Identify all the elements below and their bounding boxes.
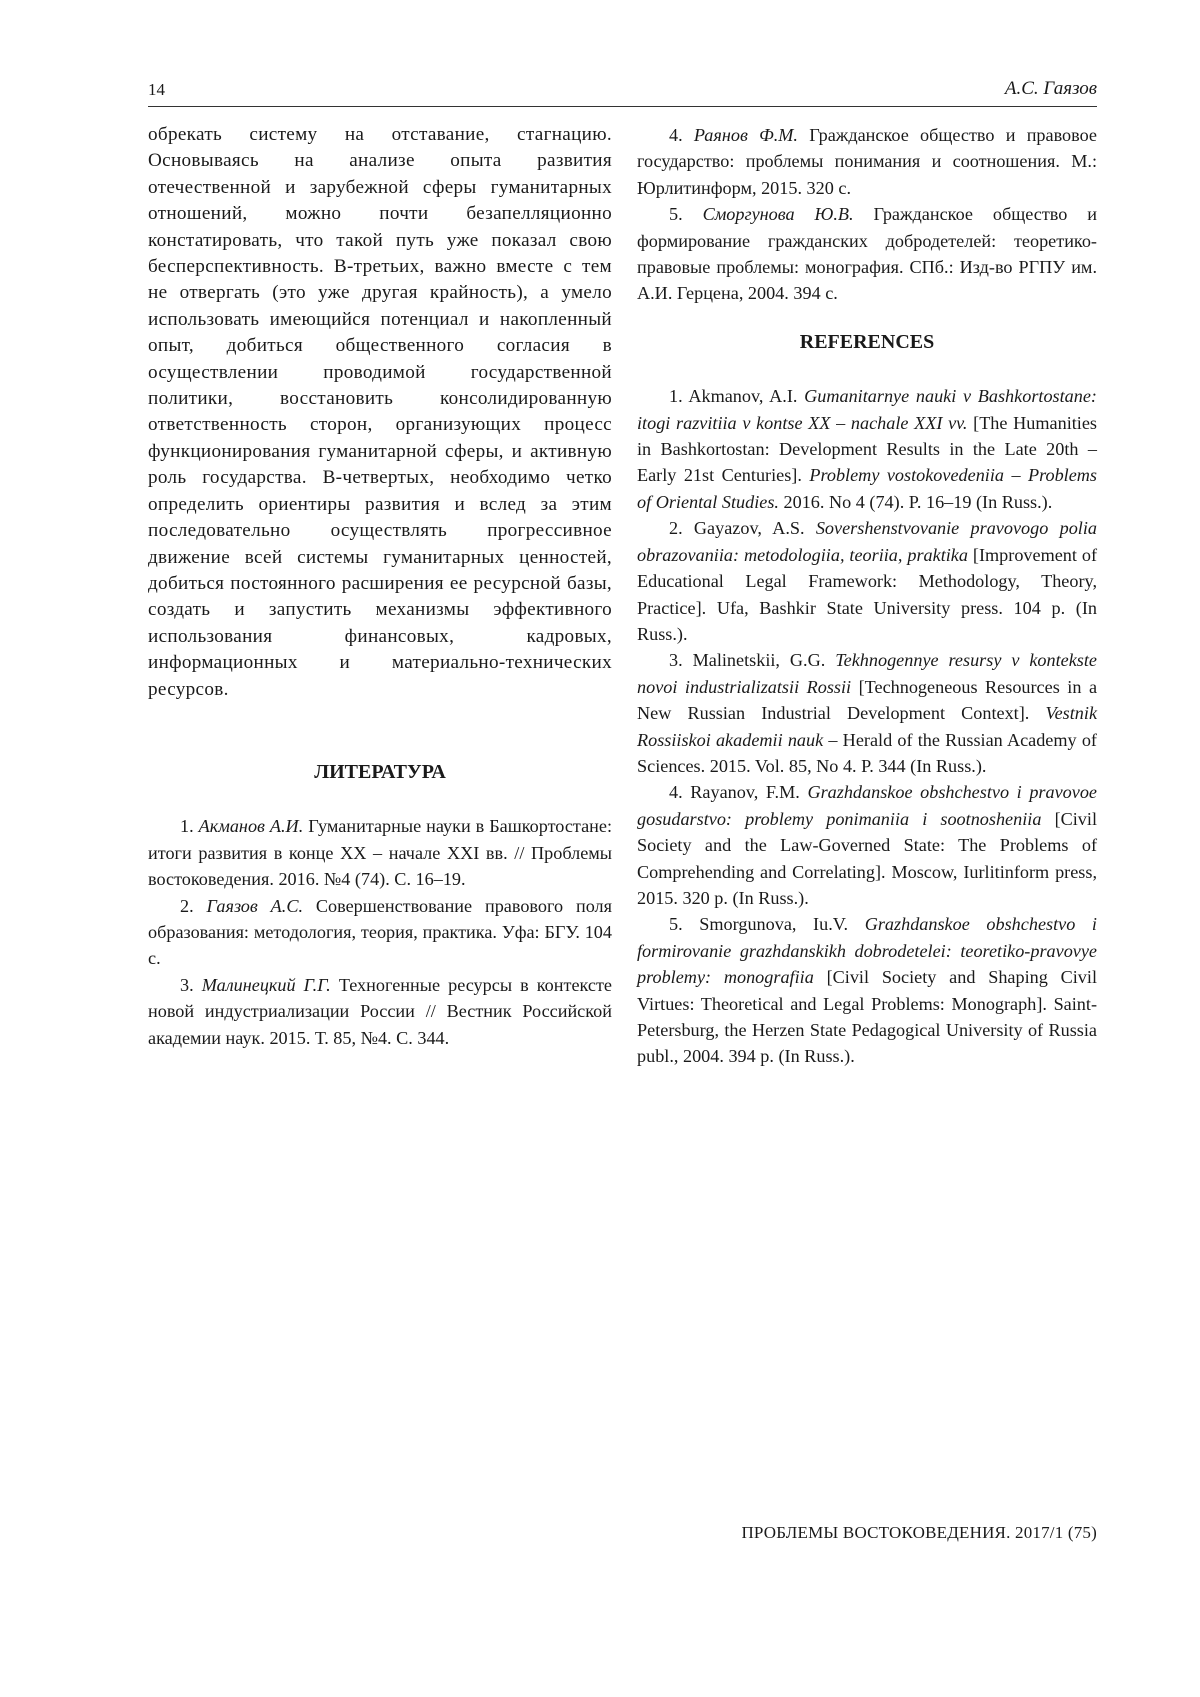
reference-translation: [Civil Society and the Law-Governed State: The Problems of Comprehending and Correlating]. <box>637 808 1098 882</box>
reference-number: 3. <box>669 650 683 671</box>
reference-tail: – Herald of the Russian Academy of Sciences. 2015. Vol. 85, No 4. P. 344 (In Russ.). <box>637 729 1097 776</box>
reference-number: 4. <box>669 782 683 803</box>
reference-text: Гражданское общество и формирование гражданских добродетелей: теоретико-правовые проблемы: монография. СПб.: Изд-во РГПУ им. А.И. Герцена, 2004. 394 с. <box>637 204 1097 304</box>
reference-number: 1. <box>180 816 194 837</box>
reference-author: Akmanov, A.I. <box>688 386 798 407</box>
references-heading: REFERENCES <box>799 330 935 353</box>
english-reference-item <box>637 383 1097 515</box>
reference-translation: [Civil Society and Shaping Civil Virtues: Theoretical and Legal Problems: Monograph]. <box>637 967 1097 1014</box>
reference-number: 4. <box>669 125 683 145</box>
reference-tail: Ufa, Bashkir State University press. 104 p. (In Russ.). <box>637 597 1097 644</box>
reference-tail: Moscow, Iurlitinform press, 2015. 320 p. (In Russ.). <box>637 861 1097 908</box>
reference-item <box>637 201 1097 307</box>
right-column <box>637 122 1097 1070</box>
reference-item <box>637 122 1097 201</box>
english-reference-item <box>637 779 1097 911</box>
reference-author: Раянов Ф.М. <box>693 125 798 145</box>
english-reference-item <box>637 515 1097 647</box>
reference-tail: 2016. No 4 (74). P. 16–19 (In Russ.). <box>783 491 1053 512</box>
reference-text: Гуманитарные науки в Башкортостане: итоги развития в конце XX – начале XXI вв. // Проблемы востоковедения. 2016. №4 (74). С. 16–19. <box>148 816 613 890</box>
footer-journal-issue: ПРОБЛЕМЫ ВОСТОКОВЕДЕНИЯ. 2017/1 (75) <box>741 1523 1097 1542</box>
reference-author: Malinetskii, G.G. <box>692 650 826 671</box>
reference-journal: Vestnik Rossiiskoi akademii nauk <box>637 703 1098 750</box>
reference-author: Акманов А.И. <box>198 816 304 837</box>
reference-number: 2. <box>669 518 683 539</box>
page-number: 14 <box>148 80 165 99</box>
reference-author: Rayanov, F.M. <box>690 782 800 803</box>
left-column <box>148 122 612 1051</box>
reference-item <box>148 972 612 1051</box>
reference-translation: [Technogeneous Resources in a New Russian Industrial Development Context]. <box>637 676 1098 724</box>
reference-number: 5. <box>669 204 683 225</box>
reference-title: Tekhnogennye resursy v kontekste novoi industrializatsii Rossii <box>637 650 1098 697</box>
reference-author: Gayazov, A.S. <box>693 518 805 539</box>
reference-number: 1. <box>669 386 683 407</box>
reference-text: Гражданское общество и правовое государство: проблемы понимания и соотношения. М.: Юрлитинформ, 2015. 320 с. <box>637 125 1097 198</box>
english-reference-item <box>637 647 1097 779</box>
reference-text: Совершенствование правового поля образования: методология, теория, практика. Уфа: БГУ. 104 с. <box>148 895 612 969</box>
reference-tail: Saint-Petersburg, the Herzen State Pedagogical University of Russia publ., 2004. 394 p. (In Russ.). <box>637 993 1098 1067</box>
reference-title: Gumanitarnye nauki v Bashkortostane: itogi razvitiia v kontse XX – nachale XXI vv. <box>637 386 1097 433</box>
reference-number: 3. <box>180 974 194 995</box>
reference-title: Sovershenstvovanie pravovogo polia obrazovaniia: metodologiia, teoriia, praktika <box>637 518 1097 565</box>
running-head-author: А.С. Гаязов <box>1004 78 1097 99</box>
reference-author: Сморгунова Ю.В. <box>702 204 854 225</box>
reference-title: Grazhdanskoe obshchestvo i pravovoe gosudarstvo: problemy ponimaniia i sootnosheniia <box>637 782 1097 829</box>
english-reference-item <box>637 911 1097 1069</box>
reference-text: Техногенные ресурсы в контексте новой индустриализации России // Вестник Российской академии наук. 2015. Т. 85, №4. С. 344. <box>148 974 612 1048</box>
reference-item <box>148 813 612 892</box>
reference-author: Smorgunova, Iu.V. <box>699 914 849 935</box>
body-paragraph: обрекать систему на отставание, стагнацию. Основываясь на анализе опыта развития отечественной и зарубежной сферы гуманитарных отношений, можно почти безапелляционно констатировать, что такой путь уже показал свою бесперспективность. В-третьих, важно вместе с тем не отвергать (это уже другая крайность), а умело использовать имеющийся потенциал и накопленный опыт, добиться общественного согласия в осуществлении проводимой государственной политики, восстановить консолидированную ответственность сторон, организующих процесс функционирования гуманитарной сферы, и активную роль государства. В-четвертых, необходимо четко определить ориентиры развития и вслед за этим последовательно осуществлять прогрессивное движение всей системы гуманитарных ценностей, добиться постоянного расширения ее ресурсной базы, создать и запустить механизмы эффективного использования финансовых, кадровых, информационных и материально-технических ресурсов. <box>148 124 612 700</box>
reference-title: Grazhdanskoe obshchestvo i formirovanie grazhdanskikh dobrodetelei: teoretiko-pravovye problemy: monografiia <box>637 914 1097 988</box>
reference-number: 5. <box>669 914 683 935</box>
reference-journal: Problemy vostokovedeniia – Problems of Oriental Studies. <box>637 465 1098 512</box>
reference-item <box>148 893 612 972</box>
reference-number: 2. <box>180 895 194 916</box>
page-header <box>148 76 1097 107</box>
reference-author: Малинецкий Г.Г. <box>201 974 331 995</box>
reference-author: Гаязов А.С. <box>206 895 304 916</box>
reference-translation: [Improvement of Educational Legal Framework: Methodology, Theory, Practice]. <box>637 544 1098 618</box>
reference-translation: [The Humanities in Bashkortostan: Development Results in the Late 20th – Early 21st Centuries]. <box>637 412 1098 486</box>
literature-heading: ЛИТЕРАТУРА <box>314 760 446 783</box>
